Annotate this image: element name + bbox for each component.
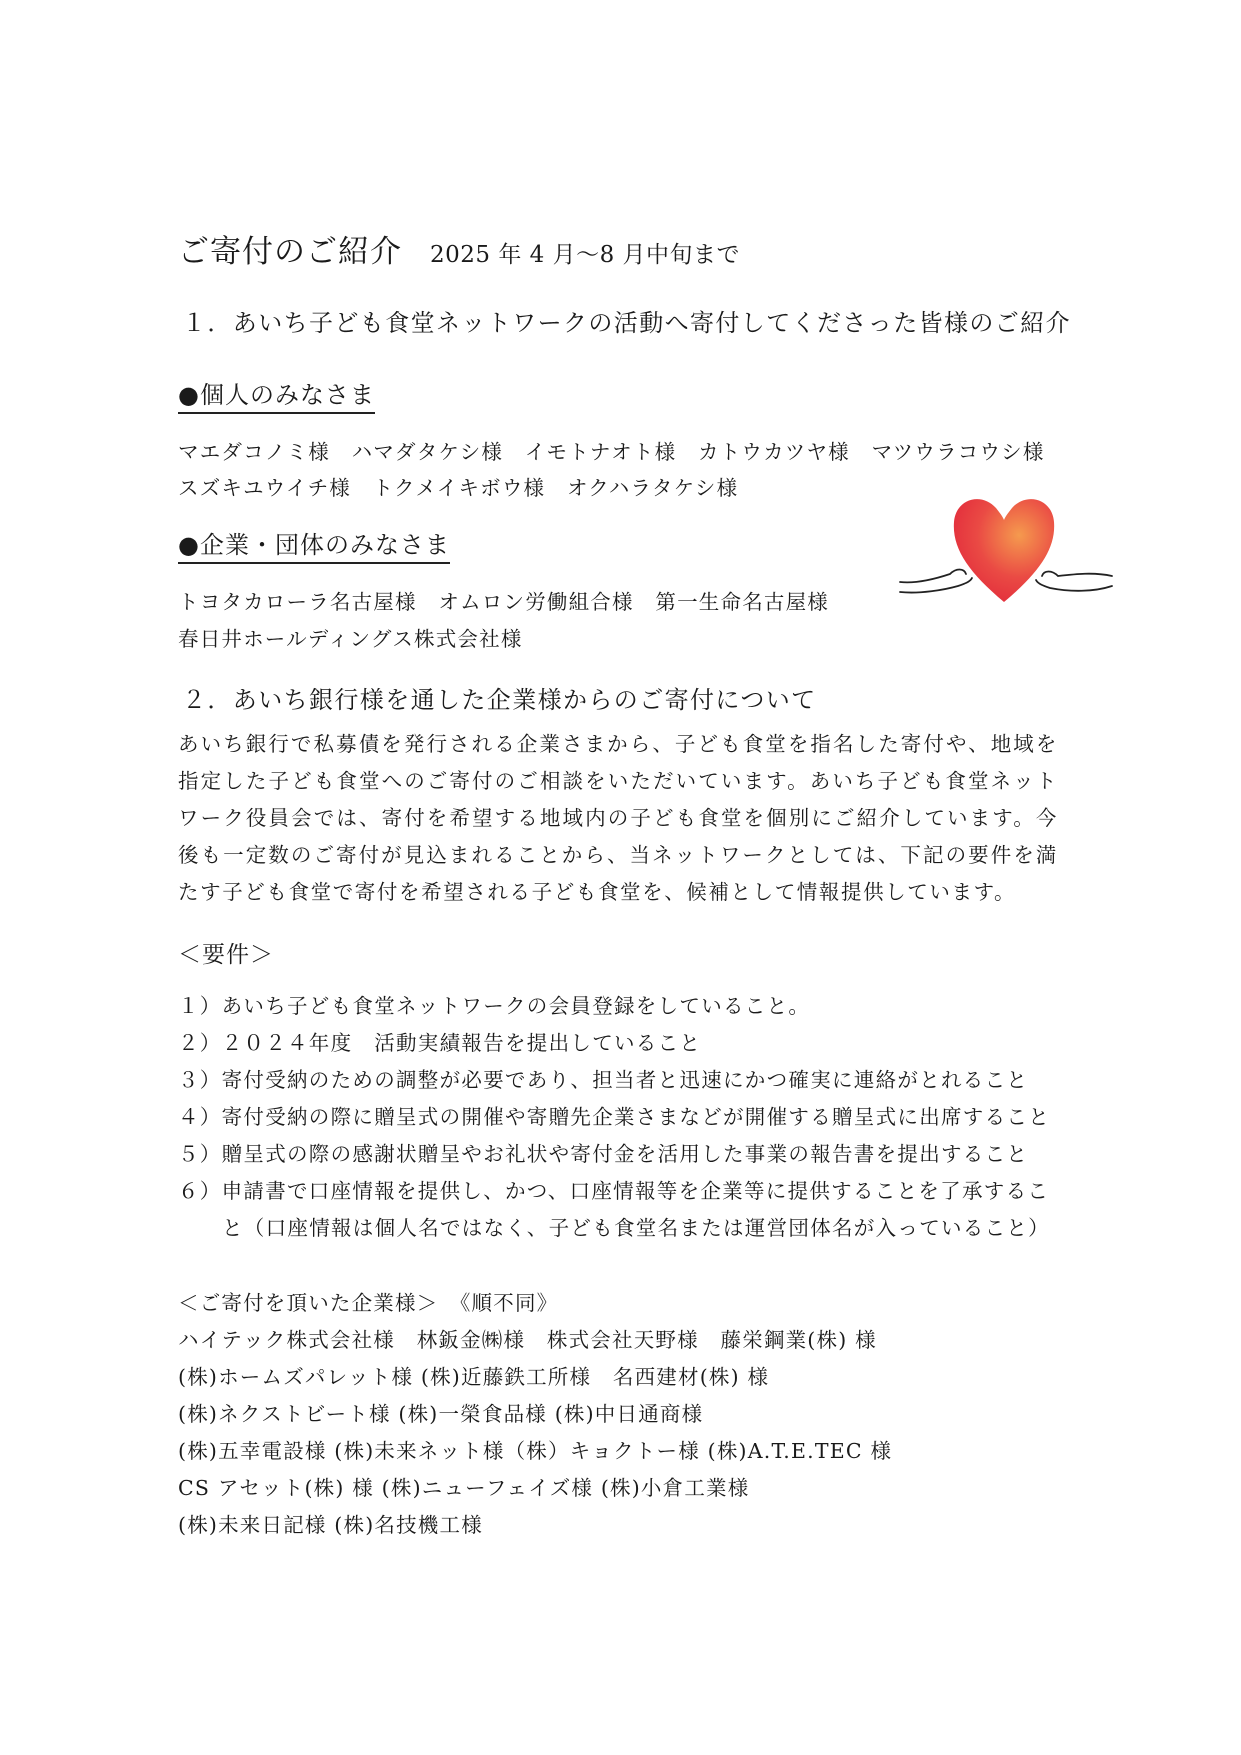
individuals-heading: ●個人のみなさま [178, 380, 375, 414]
donor-line: (株)ネクストビート様 (株)一榮食品様 (株)中日通商様 [178, 1402, 704, 1426]
companies-heading: ●企業・団体のみなさま [178, 530, 450, 564]
page-title [178, 226, 740, 271]
section2-heading: ２．あいち銀行様を通した企業様からのご寄付について [182, 686, 817, 714]
title-text: ご寄付のご紹介 [178, 234, 402, 270]
requirements-heading: ＜要件＞ [178, 942, 274, 968]
requirement-item: ２）２０２４年度 活動実績報告を提出していること [178, 1031, 702, 1055]
companies-line: 春日井ホールディングス株式会社様 [178, 627, 523, 651]
donor-line: CS アセット(株) 様 (株)ニューフェイズ様 (株)小倉工業様 [178, 1476, 750, 1500]
title-period: 2025 年 4 月～8 月中旬まで [430, 242, 741, 268]
requirement-item: ６）申請書で口座情報を提供し、かつ、口座情報等を企業等に提供することを了承するこ [178, 1179, 1050, 1203]
requirement-item: １）あいち子ども食堂ネットワークの会員登録をしていること。 [178, 994, 811, 1018]
requirement-item: ５）贈呈式の際の感謝状贈呈やお礼状や寄付金を活用した事業の報告書を提出すること [178, 1142, 1029, 1166]
donor-line: ハイテック株式会社様 林鈑金㈱様 株式会社天野様 藤栄鋼業(株) 様 [178, 1328, 877, 1352]
section2-body: あいち銀行で私募債を発行される企業さまから、子ども食堂を指名した寄付や、地域を指定した子ども食堂へのご寄付のご相談をいただいています。あいち子ども食堂ネットワーク役員会では、寄付を希望する地域内の子ども食堂を個別にご紹介しています。今後も一定数のご寄付が見込まれることから、当ネットワークとしては、下記の要件を満たす子ども食堂で寄付を希望される子ども食堂を、候補として情報提供しています。 [178, 732, 1058, 904]
donor-line: (株)五幸電設様 (株)未来ネット様（株）キョクトー様 (株)A.T.E.TEC 様 [178, 1439, 893, 1463]
requirement-item: ３）寄付受納のための調整が必要であり、担当者と迅速にかつ確実に連絡がとれること [178, 1068, 1029, 1092]
requirement-item: ４）寄付受納の際に贈呈式の開催や寄贈先企業さまなどが開催する贈呈式に出席すること [178, 1105, 1050, 1129]
donors-heading: ＜ご寄付を頂いた企業様＞ 《順不同》 [178, 1291, 559, 1315]
heart-with-hands-icon [898, 486, 1114, 614]
section1-heading: １．あいち子ども食堂ネットワークの活動へ寄付してくださった皆様のご紹介 [182, 309, 1071, 337]
companies-line: トヨタカローラ名古屋様 オムロン労働組合様 第一生命名古屋様 [178, 590, 829, 614]
individuals-line: マエダコノミ様 ハマダタケシ様 イモトナオト様 カトウカツヤ様 マツウラコウシ様 [178, 440, 1045, 464]
requirement-item-continued: と（口座情報は個人名ではなく、子ども食堂名または運営団体名が入っていること） [222, 1216, 1050, 1240]
donor-line: (株)ホームズパレット様 (株)近藤鉄工所様 名西建材(株) 様 [178, 1365, 770, 1389]
individuals-line: スズキユウイチ様 トクメイキボウ様 オクハラタケシ様 [178, 476, 739, 500]
donor-line: (株)未来日記様 (株)名技機工様 [178, 1513, 483, 1537]
